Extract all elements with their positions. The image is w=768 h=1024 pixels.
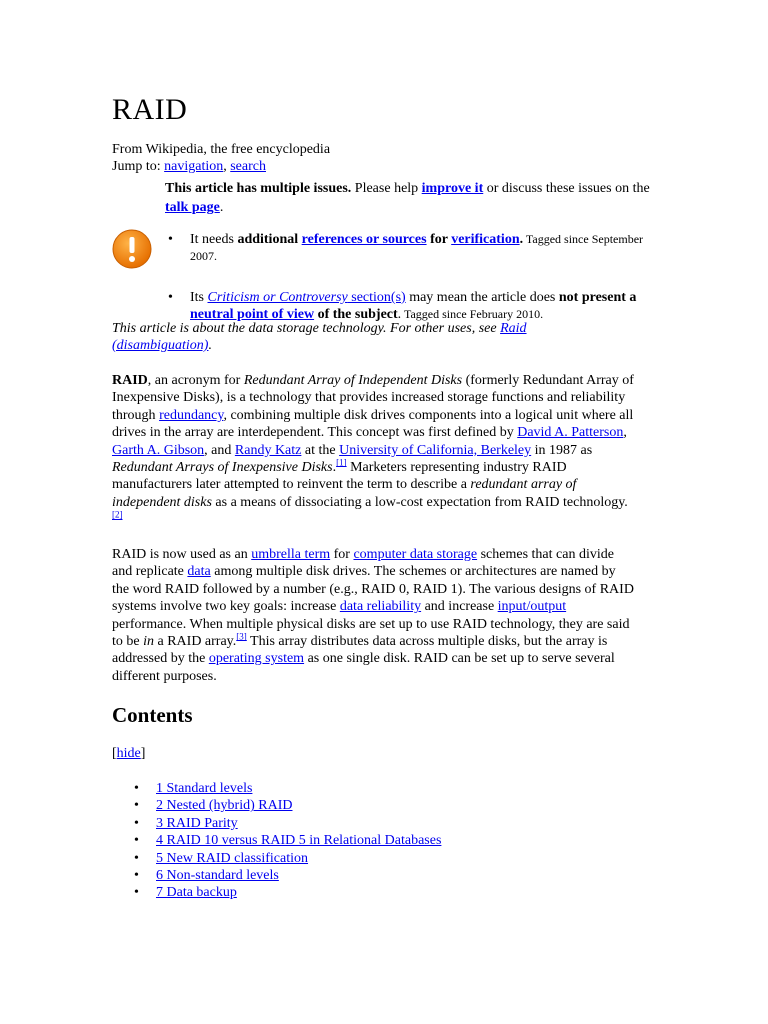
verification-link[interactable]: verification: [451, 232, 520, 247]
search-link[interactable]: search: [230, 159, 266, 174]
issue-item-neutrality: • Its Criticism or Controversy section(s) may mean the article does not present a neutral point of view of the subject. Tagged since February 2010.: [190, 289, 650, 323]
input-output-link[interactable]: input/output: [497, 599, 567, 615]
reference-1-link[interactable]: [1]: [336, 457, 347, 468]
toc-link-nested-raid[interactable]: 2 Nested (hybrid) RAID: [156, 798, 293, 814]
toc-item: [156, 797, 441, 814]
references-link[interactable]: references or sources: [301, 232, 427, 247]
toc-link-standard-levels[interactable]: 1 Standard levels: [156, 781, 253, 796]
criticism-link[interactable]: Criticism or Controversy section(s): [207, 290, 406, 305]
toc-item: [156, 850, 441, 867]
toc-link-raid-parity[interactable]: 3 RAID Parity: [156, 815, 238, 831]
katz-link[interactable]: Randy Katz: [234, 442, 302, 458]
data-link[interactable]: data: [187, 564, 211, 580]
toc-item: [156, 780, 441, 797]
toc-item: [156, 832, 441, 849]
toc-item: [156, 884, 441, 901]
toc-link-raid10-vs-raid5[interactable]: 4 RAID 10 versus RAID 5 in Relational Databases: [156, 833, 442, 849]
hatnote: This article is about the data storage technology. For other uses, see Raid (disambiguation).: [112, 321, 527, 353]
issues-list: [190, 231, 650, 323]
berkeley-link[interactable]: University of California, Berkeley: [339, 442, 532, 458]
toc-link-new-raid-classification[interactable]: 5 New RAID classification: [156, 850, 309, 866]
jump-to-links: Jump to: navigation, search: [112, 159, 266, 174]
issue-item-references: • It needs additional references or sources for verification. Tagged since September 2007.: [190, 231, 650, 265]
disambiguation-link[interactable]: Raid (disambiguation): [112, 321, 527, 353]
toc-link-non-standard-levels[interactable]: 6 Non-standard levels: [156, 868, 279, 884]
gibson-link[interactable]: Garth A. Gibson: [112, 442, 205, 458]
umbrella-term-link[interactable]: umbrella term: [251, 547, 331, 562]
intro-paragraph: RAID, an acronym for Redundant Array of Independent Disks (formerly Redundant Array of Inexpensive Disks), is a technology that provides increased storage functions and reliability through redundancy, combining multiple disk drives components into a logical unit where all drives in the array are interdependent. This concept was first defined by David A. Patterson, Garth A. Gibson, and Randy Katz at the University of California, Berkeley in 1987 as Redundant Arrays of Inexpensive Disks.[1] Marketers representing industry RAID manufacturers later attempted to reinvent the term to describe a redundant array of independent disks as a means of dissociating a low-cost expectation from RAID technology.[2]: [112, 373, 634, 520]
computer-data-storage-link[interactable]: computer data storage: [353, 547, 478, 562]
reference-3-link[interactable]: [3]: [236, 631, 247, 642]
reference-2-link[interactable]: [2]: [112, 509, 123, 520]
page-title: RAID: [112, 93, 188, 126]
redundancy-link[interactable]: redundancy: [159, 407, 224, 423]
issues-notice: This article has multiple issues. Please help improve it or discuss these issues on the talk page.: [165, 181, 650, 215]
toc-toggle: [hide]: [112, 746, 146, 761]
usage-paragraph: RAID is now used as an umbrella term for computer data storage schemes that can divide and replicate data among multiple disk drives. The schemes or architectures are named by the word RAID followed by a number (e.g., RAID 0, RAID 1). The various designs of RAID systems involve two key goals: increase data reliability and increase input/output performance. When multiple physical disks are set up to use RAID technology, they are said to be in a RAID array.[3] This array distributes data across multiple disks, but the array is addressed by the operating system as one single disk. RAID can be set up to serve several different purposes.: [112, 547, 634, 684]
toc-link-data-backup[interactable]: 7 Data backup: [156, 885, 237, 901]
table-of-contents: [156, 780, 441, 902]
patterson-link[interactable]: David A. Patterson: [517, 425, 624, 441]
toc-item: [156, 815, 441, 832]
neutral-point-of-view-link[interactable]: neutral point of view: [190, 307, 315, 322]
improve-it-link[interactable]: improve it: [421, 181, 484, 196]
hide-toc-link[interactable]: hide: [116, 746, 141, 761]
exclamation-icon: [112, 229, 152, 269]
data-reliability-link[interactable]: data reliability: [339, 599, 422, 615]
talk-page-link[interactable]: talk page: [165, 200, 220, 215]
site-subtitle: From Wikipedia, the free encyclopedia: [112, 142, 331, 157]
operating-system-link[interactable]: operating system: [208, 651, 305, 667]
toc-item: [156, 867, 441, 884]
contents-heading: Contents: [112, 703, 193, 727]
navigation-link[interactable]: navigation: [164, 159, 224, 174]
